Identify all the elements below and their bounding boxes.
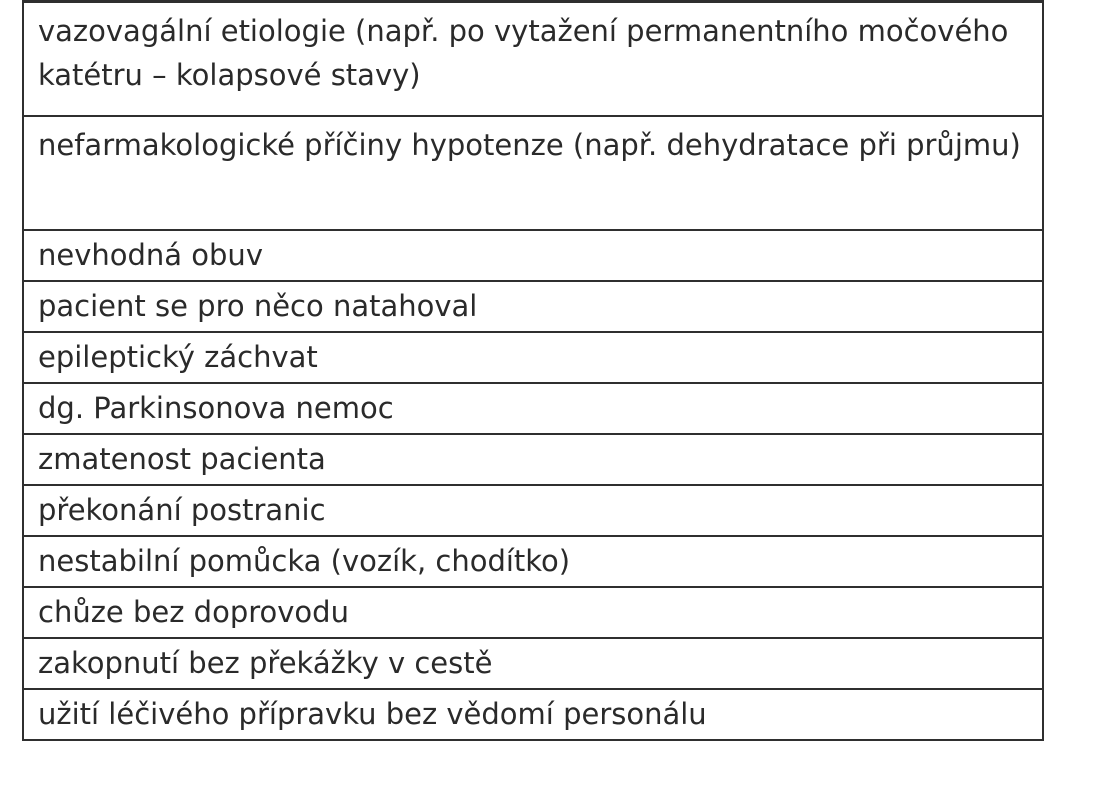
table-row xyxy=(23,638,1043,689)
table-cell: zmatenost pacienta xyxy=(23,434,1043,485)
table-cell: užití léčivého přípravku bez vědomí personálu xyxy=(23,689,1043,740)
table-cell: pacient se pro něco natahoval xyxy=(23,281,1043,332)
table-cell: překonání postranic xyxy=(23,485,1043,536)
table-cell: nefarmakologické příčiny hypotenze (např. dehydratace při průjmu) xyxy=(23,116,1043,230)
table-row xyxy=(23,281,1043,332)
table-row xyxy=(23,230,1043,281)
table-cell: zakopnutí bez překážky v cestě xyxy=(23,638,1043,689)
causes-table-container xyxy=(22,0,1044,741)
table-cell: nevhodná obuv xyxy=(23,230,1043,281)
table-row xyxy=(23,116,1043,230)
causes-table xyxy=(22,0,1044,741)
table-row xyxy=(23,2,1043,117)
table-row xyxy=(23,587,1043,638)
table-cell: vazovagální etiologie (např. po vytažení permanentního močového katétru – kolapsové stavy) xyxy=(23,2,1043,117)
table-row xyxy=(23,536,1043,587)
table-row xyxy=(23,332,1043,383)
table-row xyxy=(23,689,1043,740)
table-row xyxy=(23,485,1043,536)
table-row xyxy=(23,434,1043,485)
table-cell: chůze bez doprovodu xyxy=(23,587,1043,638)
table-cell: dg. Parkinsonova nemoc xyxy=(23,383,1043,434)
table-cell: nestabilní pomůcka (vozík, chodítko) xyxy=(23,536,1043,587)
table-row xyxy=(23,383,1043,434)
table-cell: epileptický záchvat xyxy=(23,332,1043,383)
